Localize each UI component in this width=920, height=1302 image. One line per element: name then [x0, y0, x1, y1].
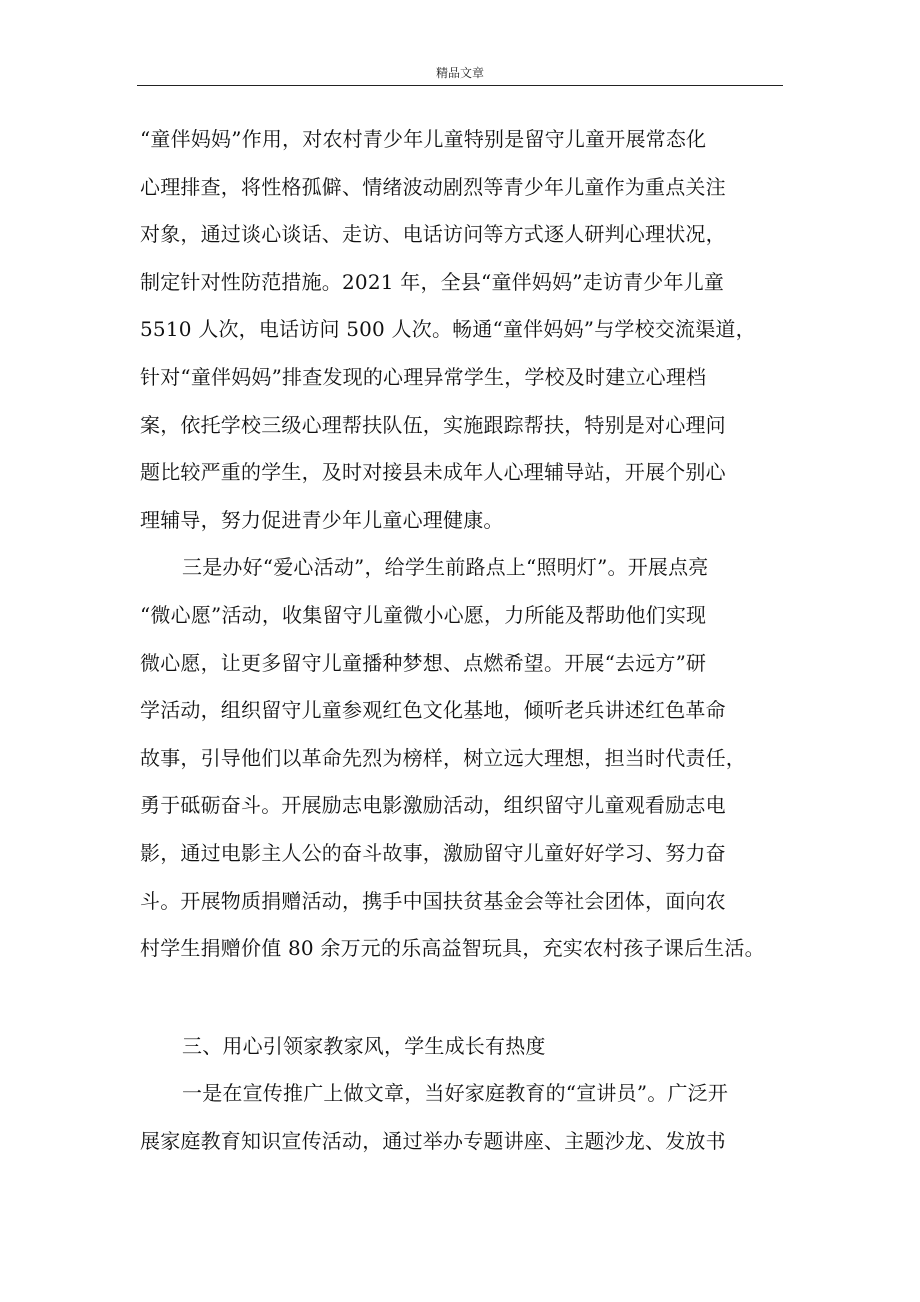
paragraph-line: 制定针对性防范措施。2021 年，全县“童伴妈妈”走访青少年儿童 [140, 269, 725, 294]
paragraph-line: 勇于砥砺奋斗。开展励志电影激励活动，组织留守儿童观看励志电 [140, 793, 726, 818]
paragraph-line: 针对“童伴妈妈”排查发现的心理异常学生，学校及时建立心理档 [140, 364, 707, 389]
paragraph-line: 村学生捐赠价值 80 余万元的乐高益智玩具，充实农村孩子课后生活。 [140, 936, 765, 961]
paragraph-line: 5510 人次，电话访问 500 人次。畅通“童伴妈妈”与学校交流渠道， [140, 317, 756, 342]
section-heading: 三、用心引领家教家风，学生成长有热度 [182, 1033, 546, 1058]
paragraph-line: 题比较严重的学生，及时对接县未成年人心理辅导站，开展个别心 [140, 460, 726, 485]
paragraph-line: 微心愿，让更多留守儿童播种梦想、点燃希望。开展“去远方”研 [140, 650, 707, 675]
header-rule [137, 85, 783, 86]
paragraph-line: “微心愿”活动，收集留守儿童微小心愿，力所能及帮助他们实现 [140, 602, 707, 627]
paragraph-line: 三是办好“爱心活动”，给学生前路点上“照明灯”。开展点亮 [182, 555, 709, 580]
paragraph-line: 对象，通过谈心谈话、走访、电话访问等方式逐人研判心理状况， [140, 222, 726, 247]
document-body [140, 116, 795, 1165]
paragraph-line: 斗。开展物质捐赠活动，携手中国扶贫基金会等社会团体，面向农 [140, 888, 726, 913]
paragraph-line: 影，通过电影主人公的奋斗故事，激励留守儿童好好学习、努力奋 [140, 840, 726, 865]
page-header: 精品文章 [435, 66, 484, 80]
paragraph-line: 展家庭教育知识宣传活动，通过举办专题讲座、主题沙龙、发放书 [140, 1128, 726, 1153]
paragraph-line: 心理排查，将性格孤僻、情绪波动剧烈等青少年儿童作为重点关注 [140, 174, 726, 199]
paragraph-line: “童伴妈妈”作用，对农村青少年儿童特别是留守儿童开展常态化 [140, 127, 707, 151]
paragraph-line: 理辅导，努力促进青少年儿童心理健康。 [140, 507, 504, 532]
paragraph-line: 故事，引导他们以革命先烈为榜样，树立远大理想，担当时代责任， [140, 745, 746, 770]
paragraph-line: 案，依托学校三级心理帮扶队伍，实施跟踪帮扶，特别是对心理问 [140, 412, 726, 437]
paragraph-line: 学活动，组织留守儿童参观红色文化基地，倾听老兵讲述红色革命 [140, 698, 726, 723]
paragraph-line: 一是在宣传推广上做文章，当好家庭教育的“宣讲员”。广泛开 [182, 1081, 729, 1106]
section-gap [140, 973, 795, 1023]
